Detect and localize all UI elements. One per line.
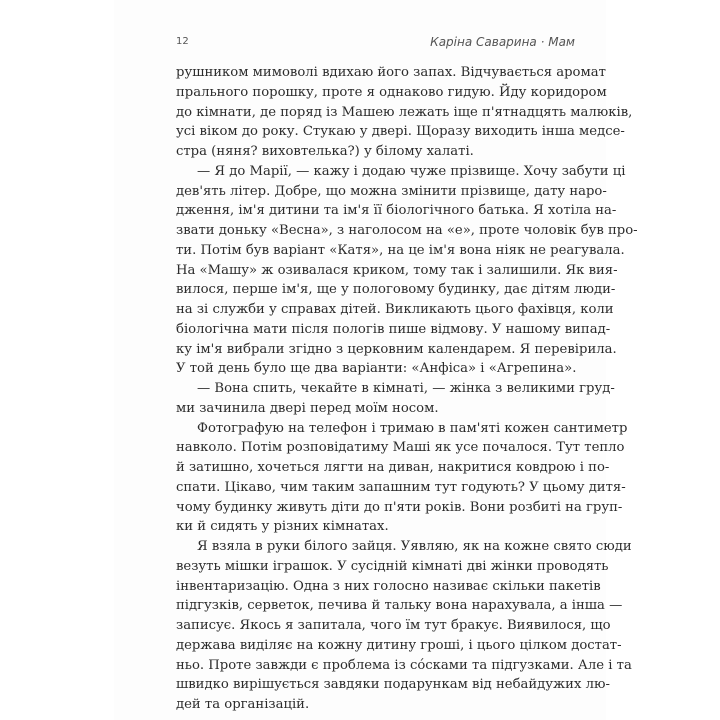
text-line: записує. Якось я запитала, чого їм тут бракує. Виявилося, що xyxy=(176,618,611,633)
paragraph xyxy=(176,537,632,715)
running-head: Каріна Саварина · Мам xyxy=(430,35,575,49)
text-line: навколо. Потім розповідатиму Маші як усе почалося. Тут тепло xyxy=(176,440,625,456)
text-line: — Вона спить, чекайте в кімнаті, — жінка з великими груд- xyxy=(197,381,615,396)
text-line: ми зачинила двері перед моїм носом. xyxy=(176,400,439,416)
text-line: — Я до Марії, — кажу і додаю чуже прізвище. Хочу забути ці xyxy=(197,163,626,179)
paragraph xyxy=(176,419,628,538)
text-line: стра (няня? виховтелька?) у білому халаті. xyxy=(176,144,474,159)
paragraph xyxy=(176,162,638,379)
text-line: На «Машу» ж озивалася криком, тому так і залишили. Як вия- xyxy=(176,262,618,278)
page-number: 12 xyxy=(176,36,189,47)
text-line: підгузків, серветок, печива й тальку вона нарахувала, а інша — xyxy=(176,598,623,614)
body-text xyxy=(176,63,638,715)
text-line: на зі служби у справах дітей. Викликають цього фахівця, коли xyxy=(176,302,614,317)
text-line: звати доньку «Весна», з наголосом на «е», проте чоловік був про- xyxy=(176,223,638,238)
text-line: прального порошку, проте я однаково гидую. Йду коридором xyxy=(176,84,607,100)
page-header xyxy=(176,36,575,52)
text-line: ньо. Проте завжди є проблема із сóсками та підгузками. Але і та xyxy=(176,657,632,673)
text-line: дев'ять літер. Добре, що можна змінити прізвище, дату наро- xyxy=(176,183,607,199)
text-line: дей та організацій. xyxy=(176,697,310,712)
text-line: біологічна мати після пологів пише відмову. У нашому випад- xyxy=(176,321,611,337)
text-line: дження, ім'я дитини та ім'я її біологічного батька. Я хотіла на- xyxy=(176,203,617,219)
text-line: ки й сидять у різних кімнатах. xyxy=(176,519,389,535)
text-line: до кімнати, де поряд із Машею лежать іще п'ятнадцять малюків, xyxy=(176,104,633,120)
text-line: усі віком до року. Стукаю у двері. Щоразу виходить інша медсе- xyxy=(176,124,625,140)
text-line: У той день було ще два варіанти: «Анфіса» і «Агрепина». xyxy=(176,361,577,377)
text-line: швидко вирішується завдяки подарункам від небайдужих лю- xyxy=(176,677,610,693)
text-line: спати. Цікаво, чим таким запашним тут годують? У цьому дитя- xyxy=(176,479,626,495)
text-line: чому будинку живуть діти до п'яти років. Вони розбиті на груп- xyxy=(176,499,623,515)
text-line: Я взяла в руки білого зайця. Уявляю, як на кожне свято сюди xyxy=(197,539,632,554)
text-line: везуть мішки іграшок. У сусідній кімнаті дві жінки проводять xyxy=(176,558,609,574)
text-line: держава виділяє на кожну дитину гроші, і цього цілком достат- xyxy=(176,637,622,653)
paragraph xyxy=(176,63,633,162)
text-line: інвентаризацію. Одна з них голосно називає скільки пакетів xyxy=(176,578,601,594)
paragraph xyxy=(176,379,615,419)
text-line: ти. Потім був варіант «Катя», на це ім'я вона ніяк не реагувала. xyxy=(176,242,625,258)
text-line: й затишно, хочеться лягти на диван, накритися ковдрою і по- xyxy=(176,460,610,475)
text-line: вилося, перше ім'я, ще у пологовому будинку, дає дітям люди- xyxy=(176,282,616,298)
text-line: рушником мимоволі вдихаю його запах. Відчувається аромат xyxy=(176,65,606,80)
text-line: ку ім'я вибрали згідно з церковним календарем. Я перевірила. xyxy=(176,341,617,357)
text-line: Фотографую на телефон і тримаю в пам'яті кожен сантиметр xyxy=(197,420,628,436)
